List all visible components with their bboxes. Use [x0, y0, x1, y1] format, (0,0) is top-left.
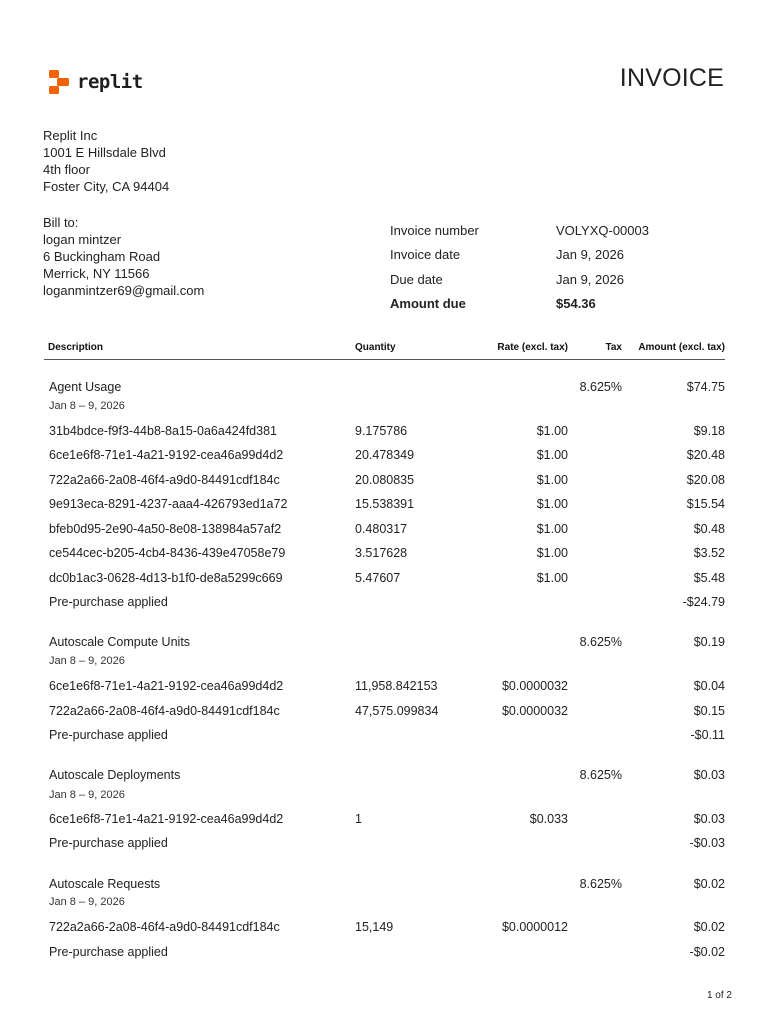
- replit-logo-icon: [49, 70, 69, 94]
- meta-key: Amount due: [390, 296, 466, 312]
- table-row: [49, 920, 725, 940]
- item-amount: $5.48: [693, 571, 725, 585]
- item-amount: $20.48: [686, 448, 725, 462]
- prepurchase-row: [49, 728, 725, 748]
- item-rate: $1.00: [536, 473, 568, 487]
- item-description: 722a2a66-2a08-46f4-a9d0-84491cdf184c: [49, 920, 280, 934]
- table-row: [49, 424, 725, 444]
- item-rate: $1.00: [536, 522, 568, 536]
- meta-amount-due: [390, 292, 649, 317]
- item-description: 9e913eca-8291-4237-aaa4-426793ed1a72: [49, 497, 288, 511]
- meta-key: Invoice number: [390, 222, 479, 238]
- section-name: Agent Usage: [49, 380, 122, 394]
- prepurchase-amount: -$0.02: [689, 945, 725, 959]
- prepurchase-label: Pre-purchase applied: [49, 945, 168, 959]
- table-row: [49, 497, 725, 517]
- meta-due-date: [390, 267, 649, 292]
- table-row: [49, 546, 725, 566]
- seller-line: Replit Inc: [43, 128, 98, 143]
- section-header-row: [49, 380, 725, 400]
- meta-invoice-date: [390, 243, 649, 268]
- item-rate: $1.00: [536, 448, 568, 462]
- seller-line: 1001 E Hillsdale Blvd: [43, 145, 166, 160]
- prepurchase-row: [49, 595, 725, 615]
- item-amount: $0.04: [693, 679, 725, 693]
- col-tax: Tax: [605, 342, 622, 353]
- col-rate: Rate (excl. tax): [497, 342, 568, 353]
- section-name: Autoscale Requests: [49, 877, 161, 891]
- meta-value: VOLYXQ-00003: [556, 222, 649, 238]
- prepurchase-amount: -$0.03: [689, 836, 725, 850]
- meta-value: $54.36: [556, 296, 596, 312]
- table-row: [49, 704, 725, 724]
- item-amount: $20.08: [686, 473, 725, 487]
- meta-value: Jan 9, 2026: [556, 247, 624, 263]
- section-name: Autoscale Compute Units: [49, 635, 191, 649]
- invoice-title: INVOICE: [619, 64, 724, 92]
- item-quantity: 0.480317: [355, 522, 408, 536]
- brand-logo: [49, 70, 143, 94]
- table-header: [44, 340, 725, 360]
- item-rate: $1.00: [536, 546, 568, 560]
- item-amount: $3.52: [693, 546, 725, 560]
- item-rate: $1.00: [536, 424, 568, 438]
- item-description: 6ce1e6f8-71e1-4a21-9192-cea46a99d4d2: [49, 679, 284, 693]
- item-description: 722a2a66-2a08-46f4-a9d0-84491cdf184c: [49, 704, 280, 718]
- item-quantity: 11,958.842153: [355, 679, 438, 693]
- section-header-row: [49, 877, 725, 897]
- meta-invoice-number: [390, 218, 649, 243]
- bill-to-line: Merrick, NY 11566: [43, 266, 150, 281]
- item-description: 6ce1e6f8-71e1-4a21-9192-cea46a99d4d2: [49, 812, 284, 826]
- item-quantity: 15,149: [355, 920, 394, 934]
- item-amount: $0.15: [693, 704, 725, 718]
- prepurchase-row: [49, 836, 725, 856]
- section-tax: 8.625%: [579, 635, 622, 649]
- meta-key: Due date: [390, 271, 443, 287]
- item-amount: $0.48: [693, 522, 725, 536]
- invoice-meta: [390, 218, 649, 316]
- prepurchase-label: Pre-purchase applied: [49, 595, 168, 609]
- page-indicator: 1 of 2: [706, 990, 732, 1001]
- section-amount: $0.03: [693, 768, 725, 782]
- col-description: Description: [48, 342, 104, 353]
- item-quantity: 3.517628: [355, 546, 408, 560]
- section-header-row: [49, 635, 725, 655]
- item-amount: $9.18: [693, 424, 725, 438]
- col-amount: Amount (excl. tax): [638, 342, 725, 353]
- section-amount: $0.19: [693, 635, 725, 649]
- seller-line: 4th floor: [43, 162, 90, 177]
- section-dates: Jan 8 – 9, 2026: [49, 655, 125, 667]
- col-quantity: Quantity: [355, 342, 396, 353]
- table-row: [49, 448, 725, 468]
- item-rate: $0.0000032: [501, 679, 568, 693]
- item-rate: $0.0000032: [501, 704, 568, 718]
- section-dates: Jan 8 – 9, 2026: [49, 400, 125, 412]
- bill-to-line: logan mintzer: [43, 232, 122, 247]
- item-description: 6ce1e6f8-71e1-4a21-9192-cea46a99d4d2: [49, 448, 284, 462]
- item-rate: $0.033: [529, 812, 568, 826]
- item-rate: $1.00: [536, 571, 568, 585]
- item-quantity: 20.080835: [355, 473, 415, 487]
- bill-to-email: loganmintzer69@gmail.com: [43, 283, 205, 298]
- table-row: [49, 571, 725, 591]
- bill-to-block: [43, 214, 204, 299]
- item-rate: $0.0000012: [501, 920, 568, 934]
- item-amount: $15.54: [686, 497, 725, 511]
- item-amount: $0.03: [693, 812, 725, 826]
- prepurchase-row: [49, 945, 725, 965]
- section-dates: Jan 8 – 9, 2026: [49, 896, 125, 908]
- section-amount: $74.75: [686, 380, 725, 394]
- table-row: [49, 812, 725, 832]
- section-tax: 8.625%: [579, 768, 622, 782]
- seller-line: Foster City, CA 94404: [43, 179, 170, 194]
- meta-key: Invoice date: [390, 247, 461, 263]
- section-header-row: [49, 768, 725, 788]
- section-dates: Jan 8 – 9, 2026: [49, 789, 125, 801]
- prepurchase-amount: -$0.11: [690, 728, 725, 742]
- section-tax: 8.625%: [579, 877, 622, 891]
- section-amount: $0.02: [693, 877, 725, 891]
- table-row: [49, 473, 725, 493]
- table-row: [49, 522, 725, 542]
- item-quantity: 1: [355, 812, 362, 826]
- table-row: [49, 679, 725, 699]
- item-amount: $0.02: [693, 920, 725, 934]
- seller-address: [43, 127, 169, 195]
- prepurchase-label: Pre-purchase applied: [49, 836, 168, 850]
- prepurchase-amount: -$24.79: [682, 595, 725, 609]
- item-quantity: 5.47607: [355, 571, 401, 585]
- bill-to-line: 6 Buckingham Road: [43, 249, 161, 264]
- item-description: bfeb0d95-2e90-4a50-8e08-138984a57af2: [49, 522, 282, 536]
- item-quantity: 9.175786: [355, 424, 408, 438]
- item-description: dc0b1ac3-0628-4d13-b1f0-de8a5299c669: [49, 571, 283, 585]
- item-rate: $1.00: [536, 497, 568, 511]
- section-name: Autoscale Deployments: [49, 768, 181, 782]
- brand-name: replit: [77, 71, 143, 93]
- bill-to-label: Bill to:: [43, 215, 79, 230]
- item-description: ce544cec-b205-4cb4-8436-439e47058e79: [49, 546, 286, 560]
- item-quantity: 20.478349: [355, 448, 415, 462]
- item-description: 31b4bdce-f9f3-44b8-8a15-0a6a424fd381: [49, 424, 277, 438]
- prepurchase-label: Pre-purchase applied: [49, 728, 168, 742]
- item-quantity: 15.538391: [355, 497, 415, 511]
- item-description: 722a2a66-2a08-46f4-a9d0-84491cdf184c: [49, 473, 280, 487]
- item-quantity: 47,575.099834: [355, 704, 439, 718]
- meta-value: Jan 9, 2026: [556, 271, 624, 287]
- section-tax: 8.625%: [579, 380, 622, 394]
